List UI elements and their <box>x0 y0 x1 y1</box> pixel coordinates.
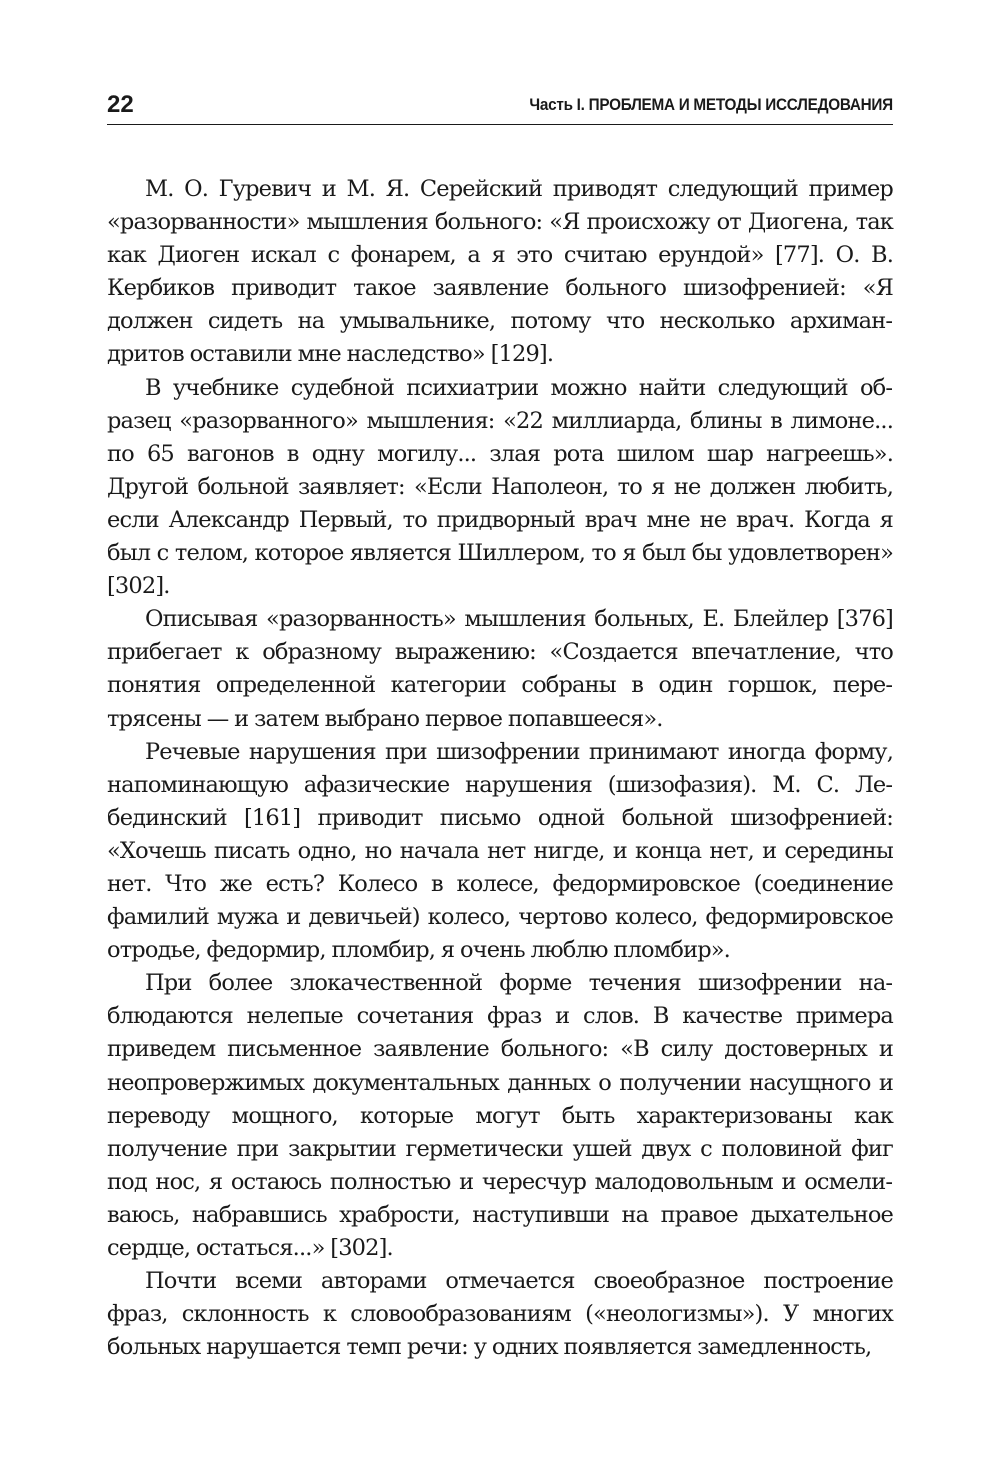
paragraph: В учебнике судебной психиатрии можно найти следующий образец «разорванного» мышления: «22 миллиарда, блины в лимоне... по 65 вагонов в одну могилу... злая рота шилом шар нагреешь». Другой больной заявляет: «Если Наполеон, то я не должен любить, если Александр Первый, то придворный врач мне не врач. Когда я был с телом, которое является Шиллером, то я был бы удовлетворен» [302]. <box>107 374 893 600</box>
chapter-title: Часть I. ПРОБЛЕМА И МЕТОДЫ ИССЛЕДОВАНИЯ <box>529 95 893 114</box>
page-number: 22 <box>107 91 134 118</box>
paragraph: Описывая «разорванность» мышления больных, Е. Блейлер [376] прибегает к образному выражению: «Создается впечатление, что понятия определенной категории собраны в один горшок, перетрясены — и затем выбрано первое попавшееся». <box>107 606 893 732</box>
running-header <box>107 92 893 125</box>
paragraph: При более злокачественной форме течения шизофрении наблюдаются нелепые сочетания фраз и слов. В качестве примера приведем письменное заявление больного: «В силу достоверных и неопровержимых документальных данных о получении насущного и переводу мощного, которые могут быть характеризованы как получение при закрытии герметически ушей двух с половиной фиг под нос, я остаюсь полностью и чересчур малодовольным и осмеливаюсь, набравшись храбрости, наступивши на правое дыхательное сердце, остаться...» [302]. <box>107 970 893 1261</box>
book-page <box>107 92 893 1364</box>
paragraph: М. О. Гуревич и М. Я. Серейский приводят следующий пример «разорванности» мышления больного: «Я происхожу от Диогена, так как Диоген искал с фонарем, а я это считаю ерундой» [77]. О. В. Кербиков приводит такое заявление больного шизофренией: «Я должен сидеть на умывальнике, потому что несколько архимандритов оставили мне наследство» [129]. <box>107 176 893 368</box>
paragraph: Почти всеми авторами отмечается своеобразное построение фраз, склонность к словообразованиям («неологизмы»). У многих больных нарушается темп речи: у одних появляется замедленность, <box>107 1268 893 1361</box>
paragraph: Речевые нарушения при шизофрении принимают иногда форму, напоминающую афазические нарушения (шизофазия). М. С. Лебединский [161] приводит письмо одной больной шизофренией: «Хочешь писать одно, но начала нет нигде, и конца нет, и середины нет. Что же есть? Колесо в колесе, федормировское (соединение фамилий мужа и девичьей) колесо, чертово колесо, федормировское отродье, федормир, пломбир, я очень люблю пломбир». <box>107 738 893 964</box>
body-text <box>107 173 893 1364</box>
